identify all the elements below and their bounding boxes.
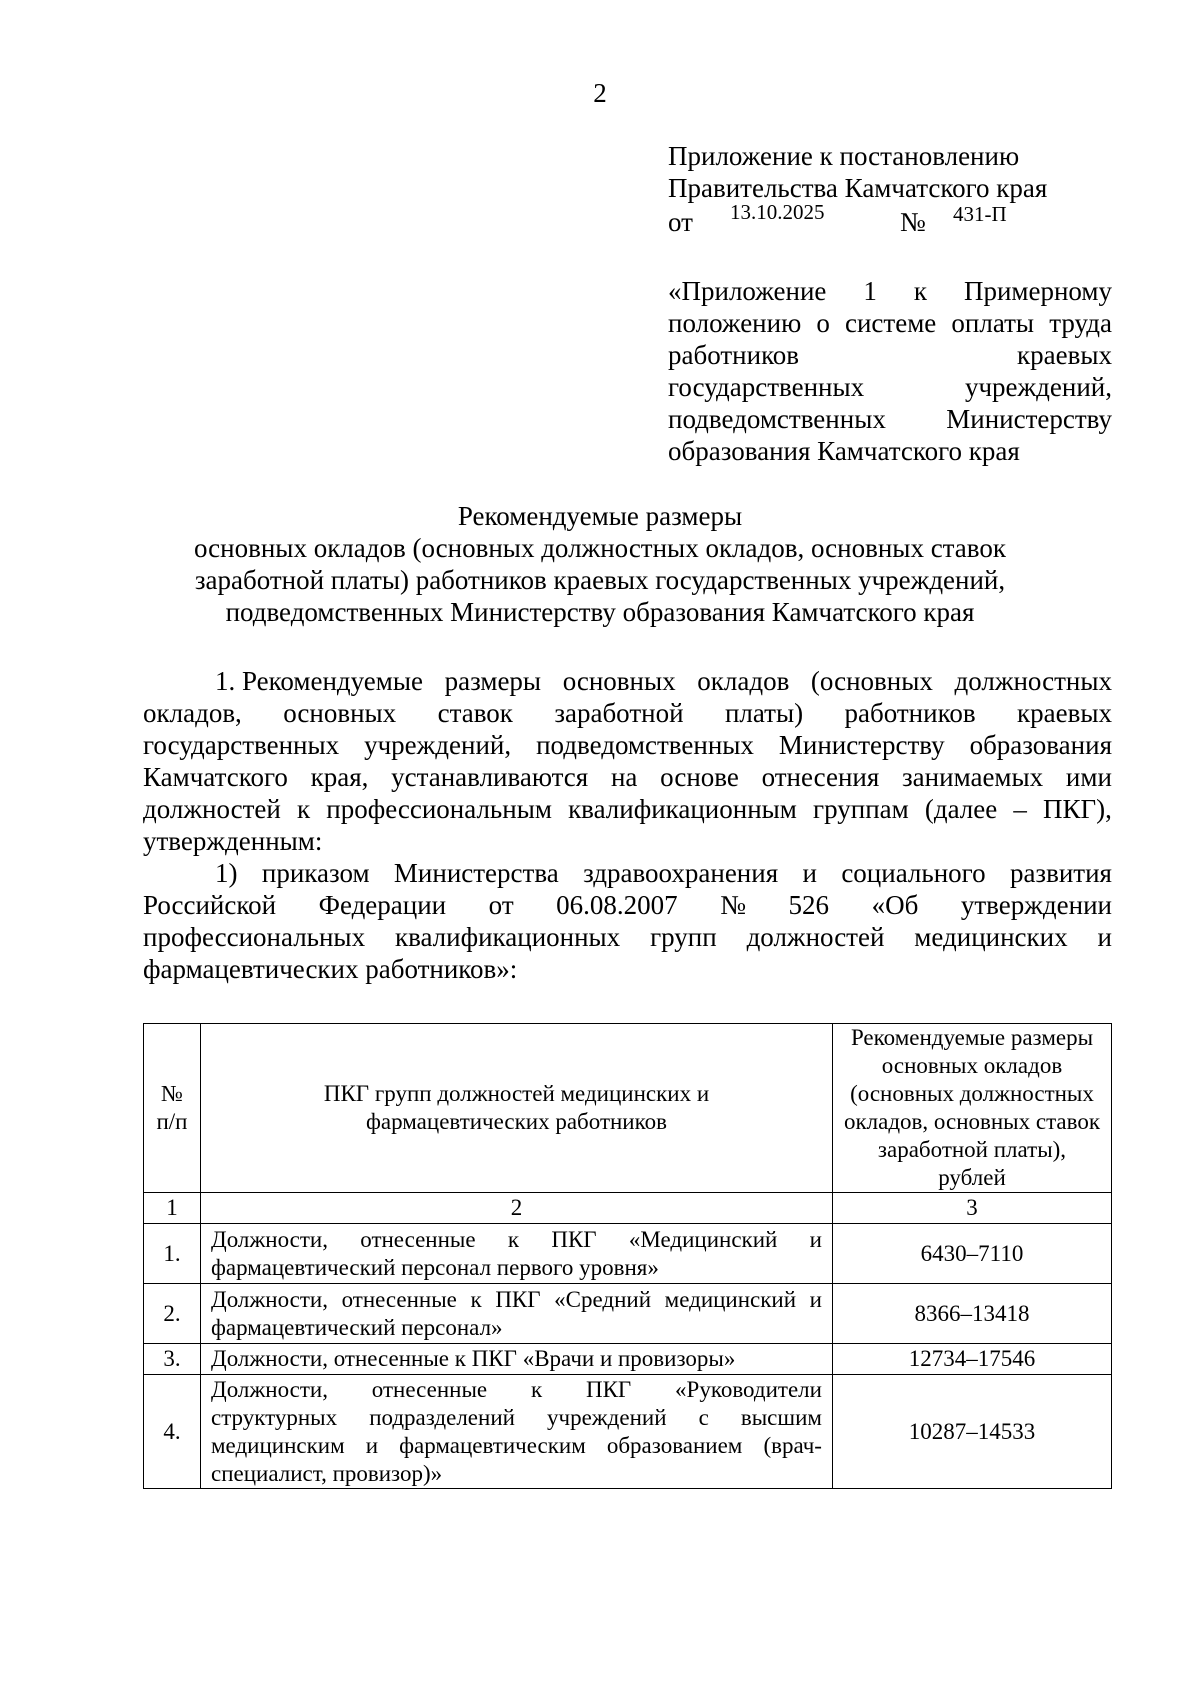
column-number: 2: [201, 1193, 833, 1224]
attachment-line-2: Правительства Камчатского края: [668, 173, 1048, 203]
page-number: 2: [593, 78, 607, 108]
title-line-1: Рекомендуемые размеры: [457, 501, 743, 531]
row-pkg: Должности, отнесенные к ПКГ «Средний медицинский и фармацевтический персонал»: [201, 1284, 833, 1344]
paragraph-1-line: окладов, основных ставок заработной платы) работников краевых: [143, 698, 1112, 728]
from-label: от: [668, 207, 693, 237]
attachment-header: [668, 140, 1047, 236]
appendix-quote-block: [668, 275, 1112, 467]
header-salary: [833, 1024, 1112, 1193]
row-salary: 12734–17546: [833, 1344, 1112, 1375]
row-pkg: Должности, отнесенные к ПКГ «Врачи и провизоры»: [201, 1344, 833, 1375]
attachment-line-1: Приложение к постановлению: [668, 141, 1020, 171]
paragraph-2-last-line: фармацевтических работников»:: [143, 954, 518, 984]
quote-line: государственных учреждений,: [668, 372, 1112, 402]
paragraph-1-last-line: утвержденным:: [143, 826, 323, 856]
header-salary-text: Рекомендуемые размеры основных окладов (основных должностных окладов, основных ставок заработной платы), рублей: [843, 1025, 1100, 1190]
row-num: 4.: [144, 1375, 201, 1489]
header-num-text: № п/п: [156, 1081, 188, 1134]
row-num: 2.: [144, 1284, 201, 1344]
row-pkg: Должности, отнесенные к ПКГ «Руководители структурных подразделений учреждений с высшим медицинским и фармацевтическим образованием (врач- специалист, провизор)»: [201, 1375, 833, 1489]
quote-line: положению о системе оплаты труда: [668, 308, 1112, 338]
column-number: 3: [833, 1193, 1112, 1224]
header-pkg: [201, 1024, 833, 1193]
table-header-row: [144, 1024, 1112, 1193]
paragraph-1-line: должностей к профессиональным квалификационным группам (далее – ПКГ),: [143, 794, 1112, 824]
document-title: [0, 500, 1200, 628]
row-num: 1.: [144, 1224, 201, 1284]
table-row: [144, 1284, 1112, 1344]
table-row: [144, 1344, 1112, 1375]
row-salary: 10287–14533: [833, 1375, 1112, 1489]
quote-line: «Приложение 1 к Примерному: [668, 276, 1112, 306]
title-line-4: подведомственных Министерству образования Камчатского края: [225, 597, 975, 627]
table-row: [144, 1224, 1112, 1284]
paragraph-1-line: 1. Рекомендуемые размеры основных окладов (основных должностных: [215, 666, 1112, 696]
document-date: 13.10.2025: [730, 200, 825, 224]
paragraph-2-line: 1) приказом Министерства здравоохранения и социального развития: [215, 858, 1112, 888]
header-num: [144, 1024, 201, 1193]
paragraph-2-line: Российской Федерации от 06.08.2007 № 526 «Об утверждении: [143, 890, 1112, 920]
quote-line: работников краевых: [668, 340, 1112, 370]
document-number: 431-П: [953, 202, 1007, 226]
title-line-2: основных окладов (основных должностных окладов, основных ставок: [194, 533, 1006, 563]
paragraph-1-line: государственных учреждений, подведомственных Министерству образования: [143, 730, 1112, 760]
column-number: 1: [144, 1193, 201, 1224]
quote-line: подведомственных Министерству: [668, 404, 1112, 434]
paragraph-1-line: Камчатского края, устанавливаются на основе отнесения занимаемых ими: [143, 762, 1112, 792]
row-num: 3.: [144, 1344, 201, 1375]
header-pkg-text: ПКГ групп должностей медицинских и фармацевтических работников: [323, 1081, 710, 1134]
salary-table: [143, 1023, 1112, 1489]
attachment-date-line: [668, 200, 1047, 237]
body-text: [143, 665, 1112, 985]
title-line-3: заработной платы) работников краевых государственных учреждений,: [194, 565, 1006, 595]
quote-last-line: образования Камчатского края: [668, 436, 1020, 466]
number-label: №: [900, 207, 926, 237]
column-number-row: [144, 1193, 1112, 1224]
paragraph-2-line: профессиональных квалификационных групп должностей медицинских и: [143, 922, 1112, 952]
table-row: [144, 1375, 1112, 1489]
row-salary: 6430–7110: [833, 1224, 1112, 1284]
row-salary: 8366–13418: [833, 1284, 1112, 1344]
row-pkg: Должности, отнесенные к ПКГ «Медицинский и фармацевтический персонал первого уровня»: [201, 1224, 833, 1284]
